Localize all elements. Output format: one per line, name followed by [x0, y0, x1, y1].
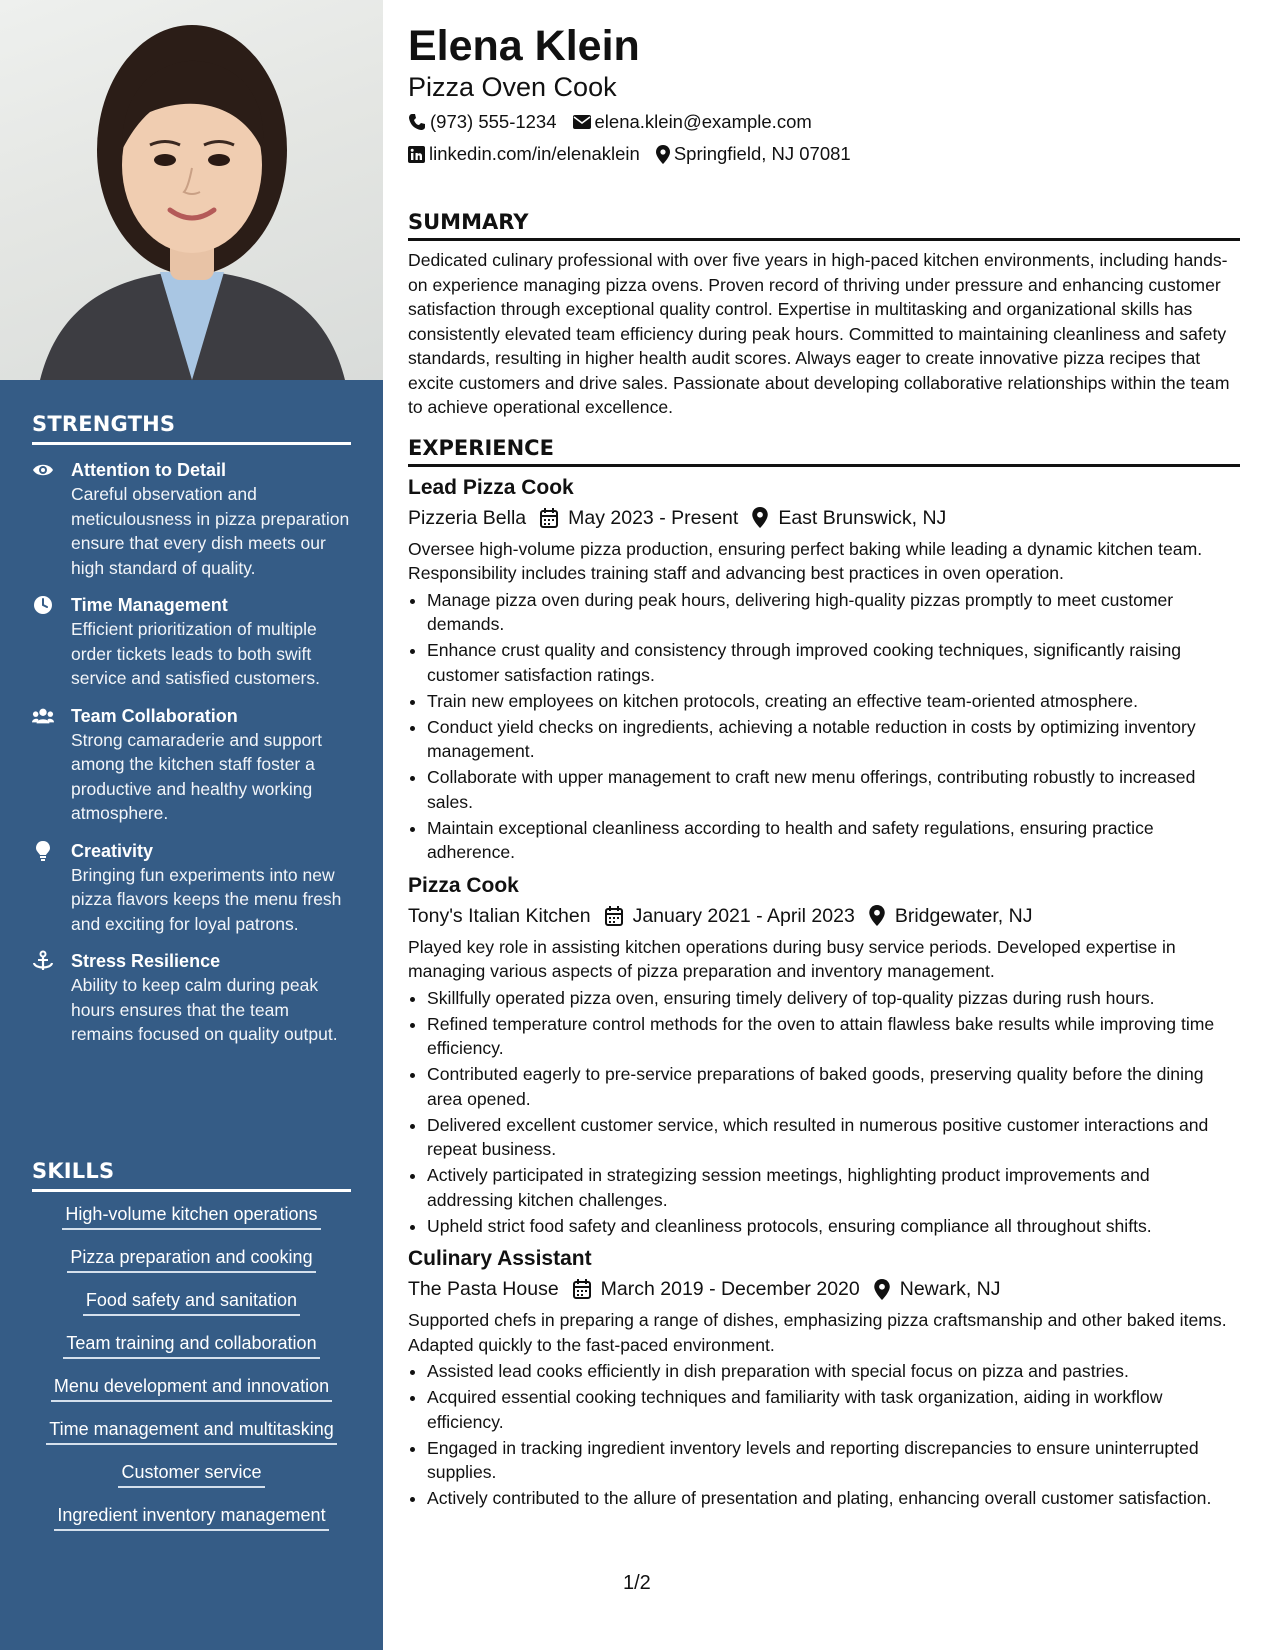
contact-row [408, 138, 1240, 170]
list-item: • Enhance crust quality and consistency through improved cooking techniques, significantly raising customer satisfaction ratings. [427, 638, 1240, 687]
strength-description: Strong camaraderie and support among the kitchen staff foster a productive and healthy working atmosphere. [71, 729, 322, 823]
strengths-section [32, 412, 351, 1047]
experience-heading: EXPERIENCE [408, 436, 1240, 467]
strengths-heading: STRENGTHS [32, 412, 351, 445]
skill-item: Pizza preparation and cooking [67, 1245, 315, 1273]
strength-title: Time Management [71, 595, 228, 615]
company-name: Tony's Italian Kitchen [408, 904, 591, 927]
strength-description: Efficient prioritization of multiple order tickets leads to both swift service and satisfied customers. [71, 619, 320, 688]
calendar-icon [605, 906, 623, 926]
job-title: Lead Pizza Cook [408, 475, 574, 499]
list-item: • Acquired essential cooking techniques and familiarity with task organization, aiding in workflow efficiency. [427, 1385, 1240, 1434]
strength-title: Team Collaboration [71, 705, 238, 726]
skill-item: Ingredient inventory management [54, 1503, 328, 1531]
anchor-icon [32, 950, 54, 972]
contact-row [408, 106, 1240, 138]
job-location: Newark, NJ [899, 1278, 1001, 1300]
strength-description: Ability to keep calm during peak hours ensures that the team remains focused on quality output. [71, 975, 338, 1044]
list-item: • Engaged in tracking ingredient inventory levels and reporting discrepancies to ensure uninterrupted supplies. [427, 1436, 1240, 1485]
job-dates: March 2019 - December 2020 [600, 1278, 860, 1300]
job-bullets [408, 588, 1240, 865]
job-entry [408, 871, 1240, 1239]
list-item: • Collaborate with upper management to craft new menu offerings, contributing robustly to increased sales. [427, 765, 1240, 814]
list-item: • Assisted lead cooks efficiently in dish preparation with special focus on pizza and pastries. [427, 1359, 1240, 1384]
clock-icon [32, 594, 54, 616]
users-icon [32, 705, 54, 727]
skills-heading: SKILLS [32, 1159, 351, 1192]
company-name: Pizzeria Bella [408, 506, 527, 529]
lightbulb-icon [32, 840, 54, 862]
portrait-illustration [0, 0, 383, 380]
sidebar [0, 0, 383, 1650]
job-dates: May 2023 - Present [568, 506, 739, 529]
job-meta [408, 1274, 1240, 1304]
list-item: • Skillfully operated pizza oven, ensuring timely delivery of top-quality pizzas during rush hours. [427, 986, 1240, 1011]
list-item: • Actively contributed to the allure of presentation and plating, enhancing overall customer satisfaction. [427, 1486, 1240, 1511]
job-location: Bridgewater, NJ [894, 904, 1033, 927]
skills-section [32, 1159, 351, 1546]
skill-item: Menu development and innovation [51, 1374, 332, 1402]
map-pin-icon [869, 905, 885, 926]
skill-item: Customer service [118, 1460, 264, 1488]
job-description: Supported chefs in preparing a range of dishes, emphasizing pizza craftsmanship and other baked items. Adapted quickly to the fast-paced environment. [408, 1310, 1227, 1355]
list-item: • Contributed eagerly to pre-service preparations of baked goods, preserving quality before the dining area opened. [427, 1062, 1240, 1111]
strength-item [32, 458, 351, 580]
job-title: Culinary Assistant [408, 1247, 592, 1270]
job-bullets [408, 986, 1240, 1239]
job-meta [408, 901, 1240, 931]
list-item: • Manage pizza oven during peak hours, delivering high-quality pizzas promptly to meet customer demands. [427, 588, 1240, 637]
strength-item [32, 949, 351, 1047]
job-bullets [408, 1359, 1240, 1511]
email-contact[interactable] [573, 106, 812, 138]
job-location: East Brunswick, NJ [778, 506, 947, 529]
list-item: • Actively participated in strategizing session meetings, highlighting product improvements and addressing kitchen challenges. [427, 1163, 1240, 1212]
eye-icon [32, 459, 54, 481]
candidate-title: Pizza Oven Cook [408, 72, 617, 102]
company-name: The Pasta House [408, 1278, 559, 1300]
linkedin-icon [408, 146, 425, 163]
summary-text: Dedicated culinary professional with over five years in high-paced kitchen environments, including hands-on experience managing pizza ovens. Proven record of thriving under pressure and enhancing customer satisfaction through exceptional quality control. Expertise in multitasking and organizational skills has consistently elevated team efficiency during peak hours. Committed to maintaining cleanliness and safety standards, resulting in higher health audit scores. Always eager to create innovative pizza recipes that excite customers and drive sales. Passionate about developing collaborative relationships within the team to achieve operational excellence. [408, 250, 1230, 417]
summary-section [408, 210, 1240, 420]
strength-title: Attention to Detail [71, 460, 226, 480]
skill-item: Food safety and sanitation [83, 1288, 300, 1316]
page-indicator: 1/2 [623, 1572, 651, 1594]
calendar-icon [540, 508, 558, 528]
job-dates: January 2021 - April 2023 [632, 904, 855, 927]
strength-item [32, 593, 351, 691]
phone-contact [408, 106, 557, 138]
phone-text: (973) 555-1234 [430, 111, 557, 132]
list-item: • Maintain exceptional cleanliness according to health and safety regulations, ensuring practice adherence. [427, 816, 1240, 865]
job-description: Played key role in assisting kitchen operations during busy service periods. Developed expertise in managing various aspects of pizza preparation and inventory management. [408, 936, 1176, 981]
strength-item [32, 839, 351, 937]
job-meta [408, 503, 1240, 533]
skills-list [32, 1202, 351, 1531]
list-item: • Refined temperature control methods for the oven to attain flawless bake results while improving time efficiency. [427, 1012, 1240, 1061]
strength-title: Creativity [71, 840, 154, 861]
job-entry [408, 473, 1240, 865]
strength-item [32, 704, 351, 826]
skill-item: Time management and multitasking [46, 1417, 336, 1445]
location-text: Springfield, NJ 07081 [673, 143, 851, 164]
strength-description: Bringing fun experiments into new pizza flavors keeps the menu fresh and exciting for loyal patrons. [71, 864, 342, 934]
list-item: • Train new employees on kitchen protocols, creating an effective team-oriented atmosphere. [427, 689, 1240, 714]
job-description: Oversee high-volume pizza production, ensuring perfect baking while leading a dynamic kitchen team. Responsibility includes training staff and advancing best practices in oven operation. [408, 538, 1203, 583]
linkedin-text[interactable]: linkedin.com/in/elenaklein [429, 143, 640, 164]
list-item: • Upheld strict food safety and cleanliness protocols, ensuring compliance all throughout shifts. [427, 1214, 1240, 1239]
location-contact [656, 138, 851, 170]
linkedin-contact[interactable] [408, 138, 640, 170]
summary-heading: SUMMARY [408, 210, 1240, 241]
strength-description: Careful observation and meticulousness in pizza preparation ensure that every dish meets our high standard of quality. [71, 484, 350, 578]
list-item: • Conduct yield checks on ingredients, achieving a notable reduction in costs by optimizing inventory management. [427, 715, 1240, 764]
list-item: • Delivered excellent customer service, which resulted in numerous positive customer interactions and repeat business. [427, 1113, 1240, 1162]
job-entry [408, 1244, 1240, 1511]
experience-section [408, 436, 1240, 1511]
skill-item: Team training and collaboration [63, 1331, 319, 1359]
main-content [408, 20, 1240, 1512]
map-pin-icon [874, 1279, 890, 1300]
email-text[interactable]: elena.klein@example.com [594, 111, 812, 132]
strength-title: Stress Resilience [71, 951, 221, 971]
phone-icon [408, 113, 426, 131]
envelope-icon [573, 115, 591, 129]
candidate-name: Elena Klein [408, 22, 640, 70]
skill-item: High-volume kitchen operations [62, 1202, 320, 1230]
calendar-icon [573, 1279, 591, 1299]
job-title: Pizza Cook [408, 873, 519, 897]
profile-photo [0, 0, 383, 380]
map-pin-icon [752, 507, 768, 528]
map-pin-icon [656, 145, 670, 164]
